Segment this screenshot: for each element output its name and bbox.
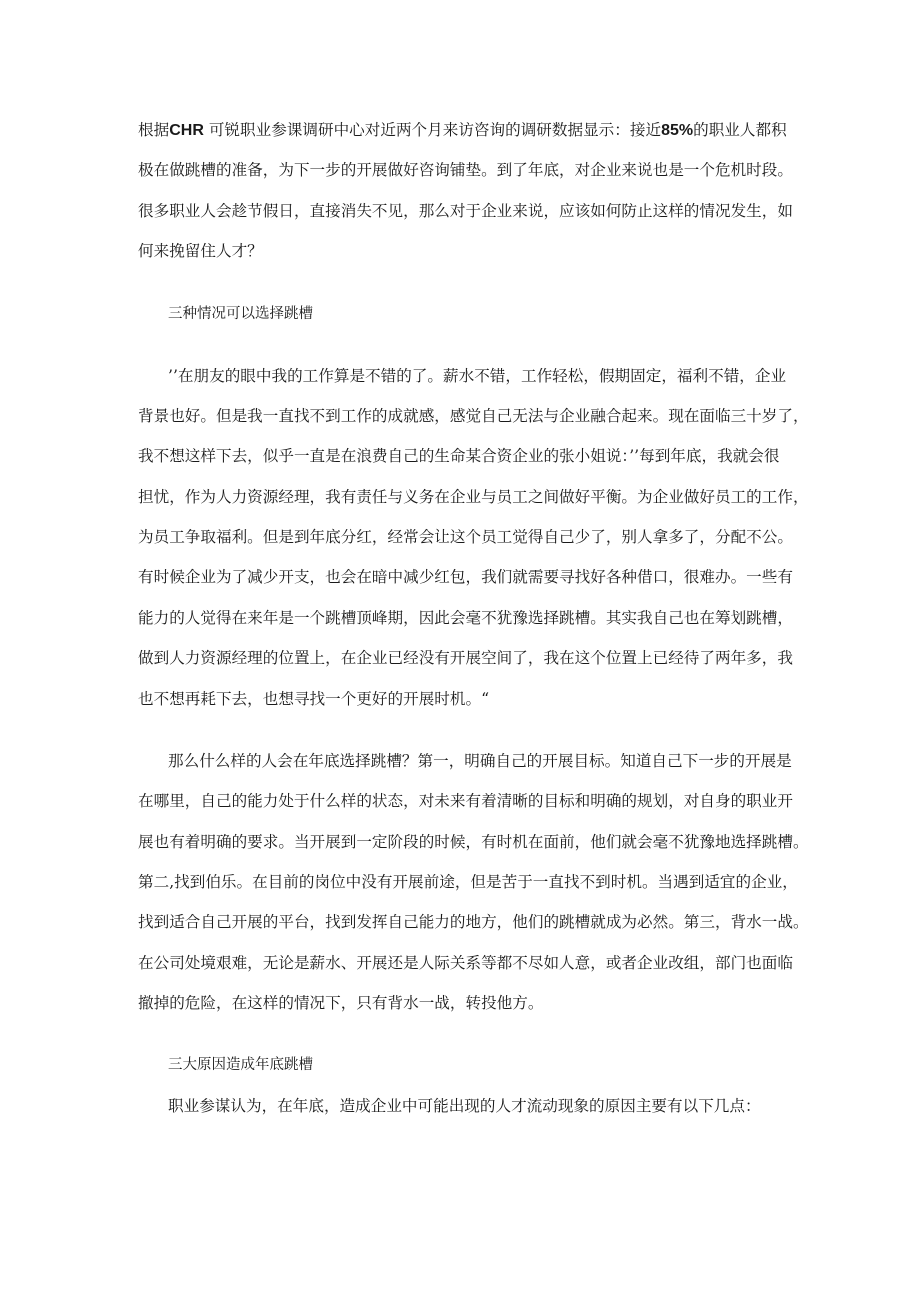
section-heading: 三大原因造成年底跳槽 (168, 1057, 313, 1073)
text-line: 也不想再耗下去，也想寻找一个更好的开展时机。“ (138, 690, 490, 708)
text-line: 何来挽留住人才？ (138, 242, 263, 260)
latin-token: CHR (169, 122, 204, 139)
latin-token: 85% (661, 122, 694, 139)
text-line: 能力的人觉得在来年是一个跳槽顶峰期，因此会毫不犹豫选择跳槽。其实我自己也在筹划跳槽， (138, 609, 793, 627)
text-line: 背景也好。但是我一直找不到工作的成就感，感觉自己无法与企业融合起来。现在面临三十岁了， (138, 407, 809, 425)
text-line: 为员工争取福利。但是到年底分红，经常会让这个员工觉得自己少了，别人拿多了，分配不公。 (138, 528, 793, 546)
text-line: 在哪里，自己的能力处于什么样的状态，对未来有着清晰的目标和明确的规划，对自身的职业开 (138, 792, 793, 810)
text-line: 有时候企业为了减少开支，也会在暗中减少红包，我们就需要寻找好各种借口，很难办。一些有 (138, 568, 793, 586)
text-line: ’’在朋友的眼中我的工作算是不错的了。薪水不错，工作轻松，假期固定，福利不错，企业 (168, 367, 787, 385)
text-line: 做到人力资源经理的位置上，在企业已经没有开展空间了，我在这个位置上已经待了两年多，我 (138, 649, 793, 667)
text-line: 在公司处境艰难，无论是薪水、开展还是人际关系等都不尽如人意，或者企业改组，部门也面临 (138, 954, 793, 972)
text-line: 那么什么样的人会在年底选择跳槽？第一，明确自己的开展目标。知道自己下一步的开展是 (168, 752, 792, 770)
text-line: 极在做跳槽的准备，为下一步的开展做好咨询铺垫。到了年底，对企业来说也是一个危机时段。 (138, 161, 793, 179)
text-line: 我不想这样下去，似乎一直是在浪费自己的生命某合资企业的张小姐说：’’每到年底，我就会很 (138, 447, 780, 465)
text-line: 展也有着明确的要求。当开展到一定阶段的时候，有时机在面前，他们就会毫不犹豫地选择跳槽。 (138, 833, 809, 851)
text-line: 撤掉的危险，在这样的情况下，只有背水一战，转投他方。 (138, 994, 544, 1012)
section-heading: 三种情况可以选择跳槽 (168, 306, 313, 322)
text-line: 第二,找到伯乐。在目前的岗位中没有开展前途，但是苦于一直找不到时机。当遇到适宜的企业， (138, 873, 798, 891)
text-line: 很多职业人会趁节假日，直接消失不见，那么对于企业来说，应该如何防止这样的情况发生，如 (138, 202, 793, 220)
text-line: 根据CHR 可锐职业参课调研中心对近两个月来访咨询的调研数据显示：接近85%的职业人都积 (138, 121, 787, 139)
text-line: 担忧，作为人力资源经理，我有责任与义务在企业与员工之间做好平衡。为企业做好员工的工作， (138, 488, 809, 506)
text-line: 找到适合自己开展的平台，找到发挥自己能力的地方，他们的跳槽就成为必然。第三，背水一战。 (138, 913, 809, 931)
text-line: 职业参谋认为，在年底，造成企业中可能出现的人才流动现象的原因主要有以下几点： (168, 1097, 761, 1115)
